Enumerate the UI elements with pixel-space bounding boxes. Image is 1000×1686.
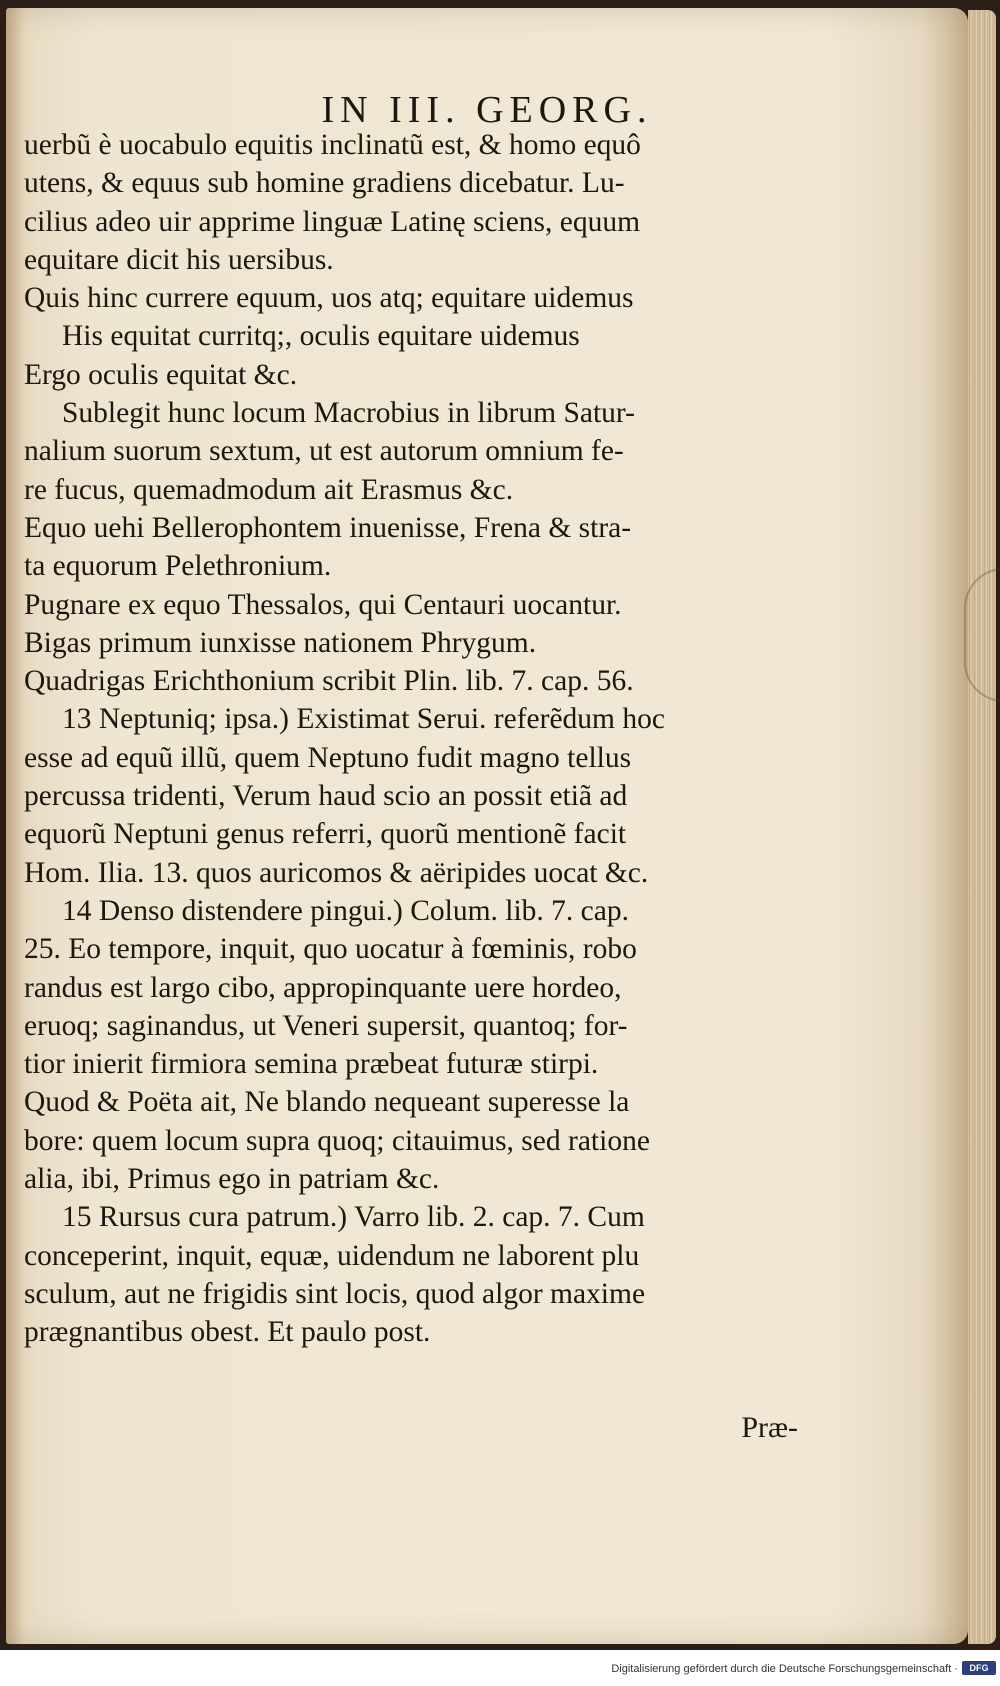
text-line: His equitat curritq;, oculis equitare uidemus: [62, 320, 580, 353]
text-line: 14 Denso distendere pingui.) Colum. lib. 7. cap.: [62, 894, 629, 927]
book-page: [6, 8, 968, 1644]
text-line: Sublegit hunc locum Macrobius in librum Satur-: [62, 397, 635, 430]
text-line: equorũ Neptuni genus referri, quorũ mentionẽ facit: [24, 818, 627, 851]
commentary-text: [24, 126, 834, 1352]
text-line: utens, & equus sub homine gradiens dicebatur. Lu-: [24, 167, 625, 200]
text-line: eruoq; saginandus, ut Veneri supersit, quantoq; for-: [24, 1009, 628, 1042]
text-line: Quadrigas Erichthonium scribit Plin. lib. 7. cap. 56.: [24, 665, 634, 698]
text-line: nalium suorum sextum, ut est autorum omnium fe-: [24, 435, 624, 468]
text-line: randus est largo cibo, appropinquante uere hordeo,: [24, 971, 622, 1004]
dfg-credit: Digitalisierung gefördert durch die Deutsche Forschungsgemeinschaft ·: [611, 1663, 958, 1675]
text-line: 15 Rursus cura patrum.) Varro lib. 2. cap. 7. Cum: [62, 1201, 645, 1234]
footer-bar: [0, 1650, 1000, 1686]
text-line: re fucus, quemadmodum ait Erasmus &c.: [24, 473, 514, 506]
text-line: uerbũ è uocabulo equitis inclinatũ est, & homo equô: [24, 129, 641, 161]
text-line: percussa tridenti, Verum haud scio an possit etiã ad: [24, 780, 628, 813]
text-line: tior inierit firmiora semina præbeat futuræ stirpi.: [24, 1048, 599, 1081]
text-line: prægnantibus obest. Et paulo post.: [24, 1316, 431, 1349]
text-line: Hom. Ilia. 13. quos auricomos & aëripides uocat &c.: [24, 856, 649, 889]
text-line: ta equorum Pelethronium.: [24, 550, 332, 583]
running-head: IN III. GEORG.: [321, 89, 653, 131]
text-line: conceperint, inquit, equæ, uidendum ne laborent plu: [24, 1239, 640, 1272]
text-line: cilius adeo uir apprime linguæ Latinę sciens, equum: [24, 205, 641, 238]
clasp-imprint: [964, 568, 1000, 702]
dfg-logo: DFG: [962, 1661, 996, 1675]
text-line: Quis hinc currere equum, uos atq; equitare uidemus: [24, 282, 634, 315]
text-line: sculum, aut ne frigidis sint locis, quod algor maxime: [24, 1277, 646, 1310]
page-edges: [968, 10, 996, 1644]
text-line: Equo uehi Bellerophontem inuenisse, Frena & stra-: [24, 511, 632, 544]
catchword: Præ-: [741, 1411, 798, 1444]
text-line: Pugnare ex equo Thessalos, qui Centauri uocantur.: [24, 588, 622, 621]
text-line: Bigas primum iunxisse nationem Phrygum.: [24, 626, 537, 659]
text-line: 25. Eo tempore, inquit, quo uocatur à fœminis, robo: [24, 933, 637, 966]
text-line: alia, ibi, Primus ego in patriam &c.: [24, 1163, 440, 1196]
text-line: equitare dicit his uersibus.: [24, 243, 334, 276]
text-line: Ergo oculis equitat &c.: [24, 358, 298, 391]
text-line: Quod & Poëta ait, Ne blando nequeant superesse la: [24, 1086, 630, 1119]
text-line: bore: quem locum supra quoq; citauimus, sed ratione: [24, 1124, 650, 1157]
text-line: esse ad equũ illũ, quem Neptuno fudit magno tellus: [24, 741, 632, 774]
text-line: 13 Neptuniq; ipsa.) Existimat Serui. referẽdum hoc: [62, 703, 665, 736]
